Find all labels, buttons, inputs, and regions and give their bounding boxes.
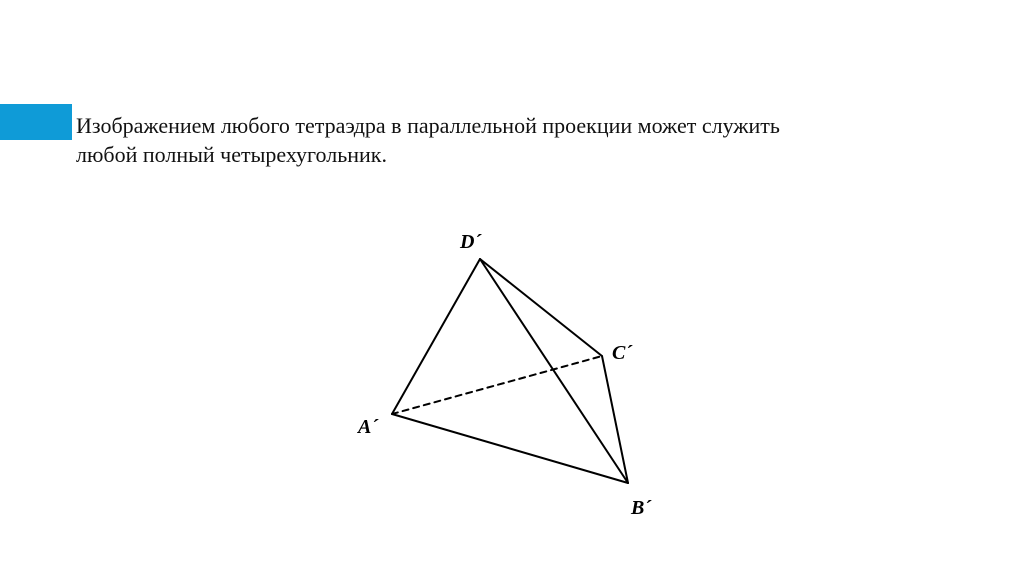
edge-a-b — [392, 414, 628, 483]
vertex-label-c: C´ — [612, 342, 632, 364]
statement-line-1: Изображением любого тетраэдра в параллельной проекции может служить — [76, 113, 780, 138]
edge-a-d — [392, 259, 480, 414]
edge-d-c — [480, 259, 602, 356]
hidden-edge-a-c — [392, 356, 602, 414]
vertex-label-d: D´ — [460, 231, 482, 253]
statement-line-2: любой полный четырехугольник. — [76, 142, 387, 167]
vertex-label-a: A´ — [358, 416, 378, 438]
vertex-label-b: B´ — [631, 497, 651, 519]
